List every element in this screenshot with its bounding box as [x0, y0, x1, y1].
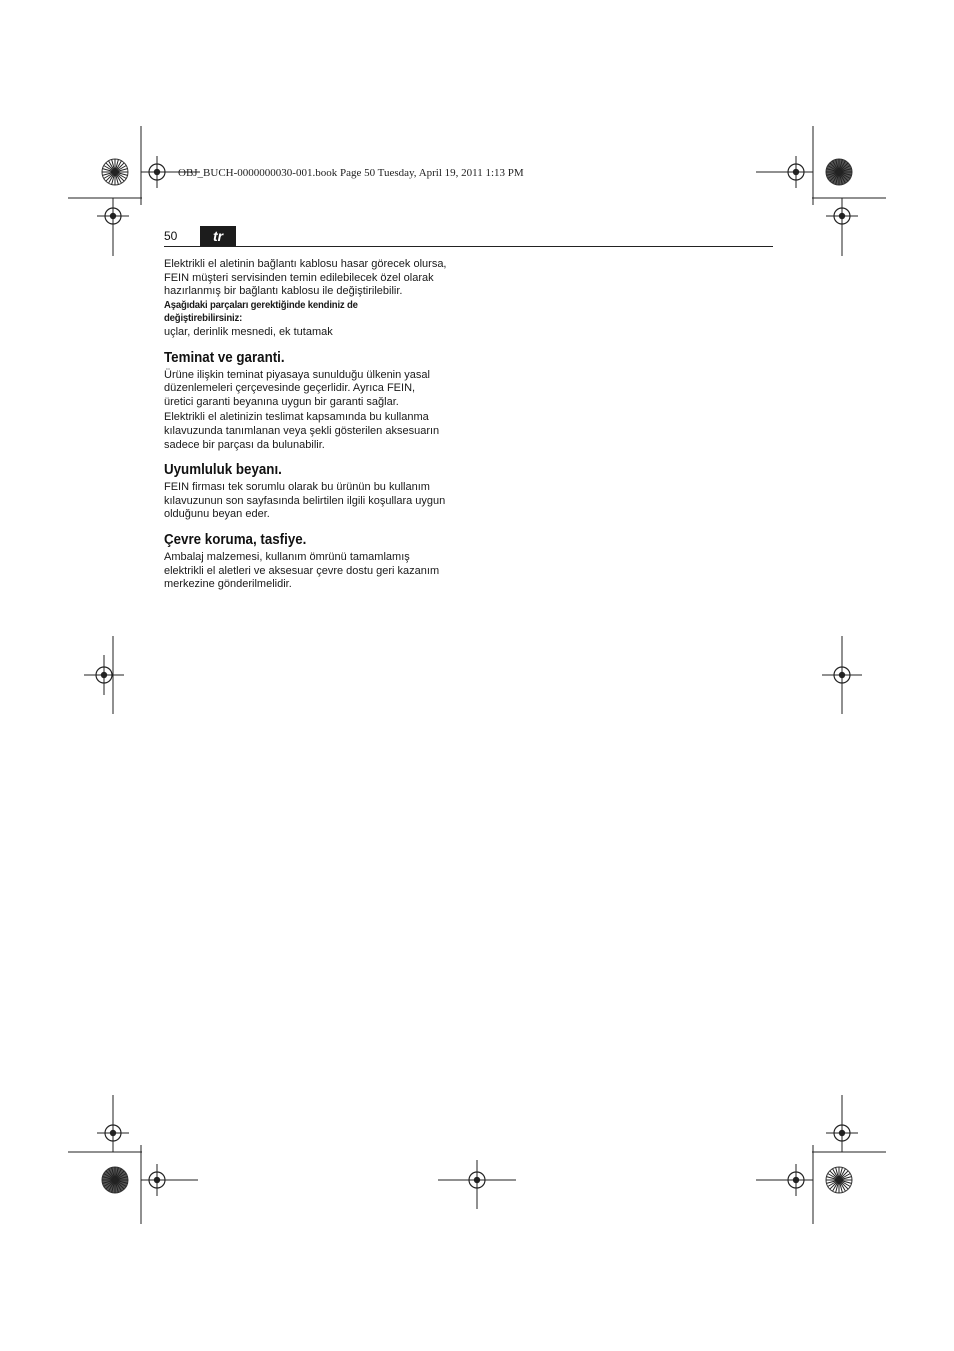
section-heading-warranty: Teminat ve garanti. [164, 349, 285, 366]
registration-dot [101, 672, 107, 678]
color-burst-center [837, 1178, 842, 1183]
page-number: 50 [164, 229, 178, 243]
print-slug-line: OBJ_BUCH-0000000030-001.book Page 50 Tuesday, April 19, 2011 1:13 PM [178, 167, 524, 179]
color-burst-center [837, 170, 842, 175]
section-heading-environment: Çevre koruma, tasfiye. [164, 531, 307, 548]
warranty-paragraph-1: Ürüne ilişkin teminat piyasaya sunulduğu ülkenin yasal düzenlemeleri çerçevesinde geçerlidir. Ayrıca FEIN, üretici garanti beyanına uygun bir garanti sağlar. [164, 368, 430, 408]
color-burst-center [113, 170, 118, 175]
header-rule [164, 246, 773, 247]
conformity-paragraph: FEIN firması tek sorumlu olarak bu ürünün bu kullanım kılavuzunun son sayfasında belirtilen ilgili koşullara uygun olduğunu beyan eder. [164, 481, 446, 521]
registration-dot [110, 213, 116, 219]
language-tab: tr [200, 226, 236, 246]
section-heading-conformity: Uyumluluk beyanı. [164, 462, 282, 479]
environment-paragraph: Ambalaj malzemesi, kullanım ömrünü tamamlamış elektrikli el aletleri ve aksesuar çevre dostu geri kazanım merkezine gönderilmelidir. [164, 550, 440, 591]
replaceable-parts-list: uçlar, derinlik mesnedi, ek tutamak [164, 325, 333, 338]
registration-dot [839, 1130, 845, 1136]
registration-dot [839, 213, 845, 219]
text-column [164, 258, 464, 592]
intro-paragraph: Elektrikli el aletinin bağlantı kablosu hasar görecek olursa, FEIN müşteri servisinden temin edilebilecek özel olarak hazırlanmış bir bağlantı kablosu ile değiştirilebilir. [164, 258, 447, 298]
registration-dot [110, 1130, 116, 1136]
replaceable-parts-note: Aşağıdaki parçaları gerektiğinde kendiniz de değiştirebilirsiniz: [164, 299, 358, 325]
warranty-paragraph-2: Elektrikli el aletinizin teslimat kapsamında bu kullanma kılavuzunda tanımlanan veya şekli gösterilen aksesuarın sadece bir parçası da bulunabilir. [164, 411, 440, 451]
color-burst-center [113, 1178, 118, 1183]
